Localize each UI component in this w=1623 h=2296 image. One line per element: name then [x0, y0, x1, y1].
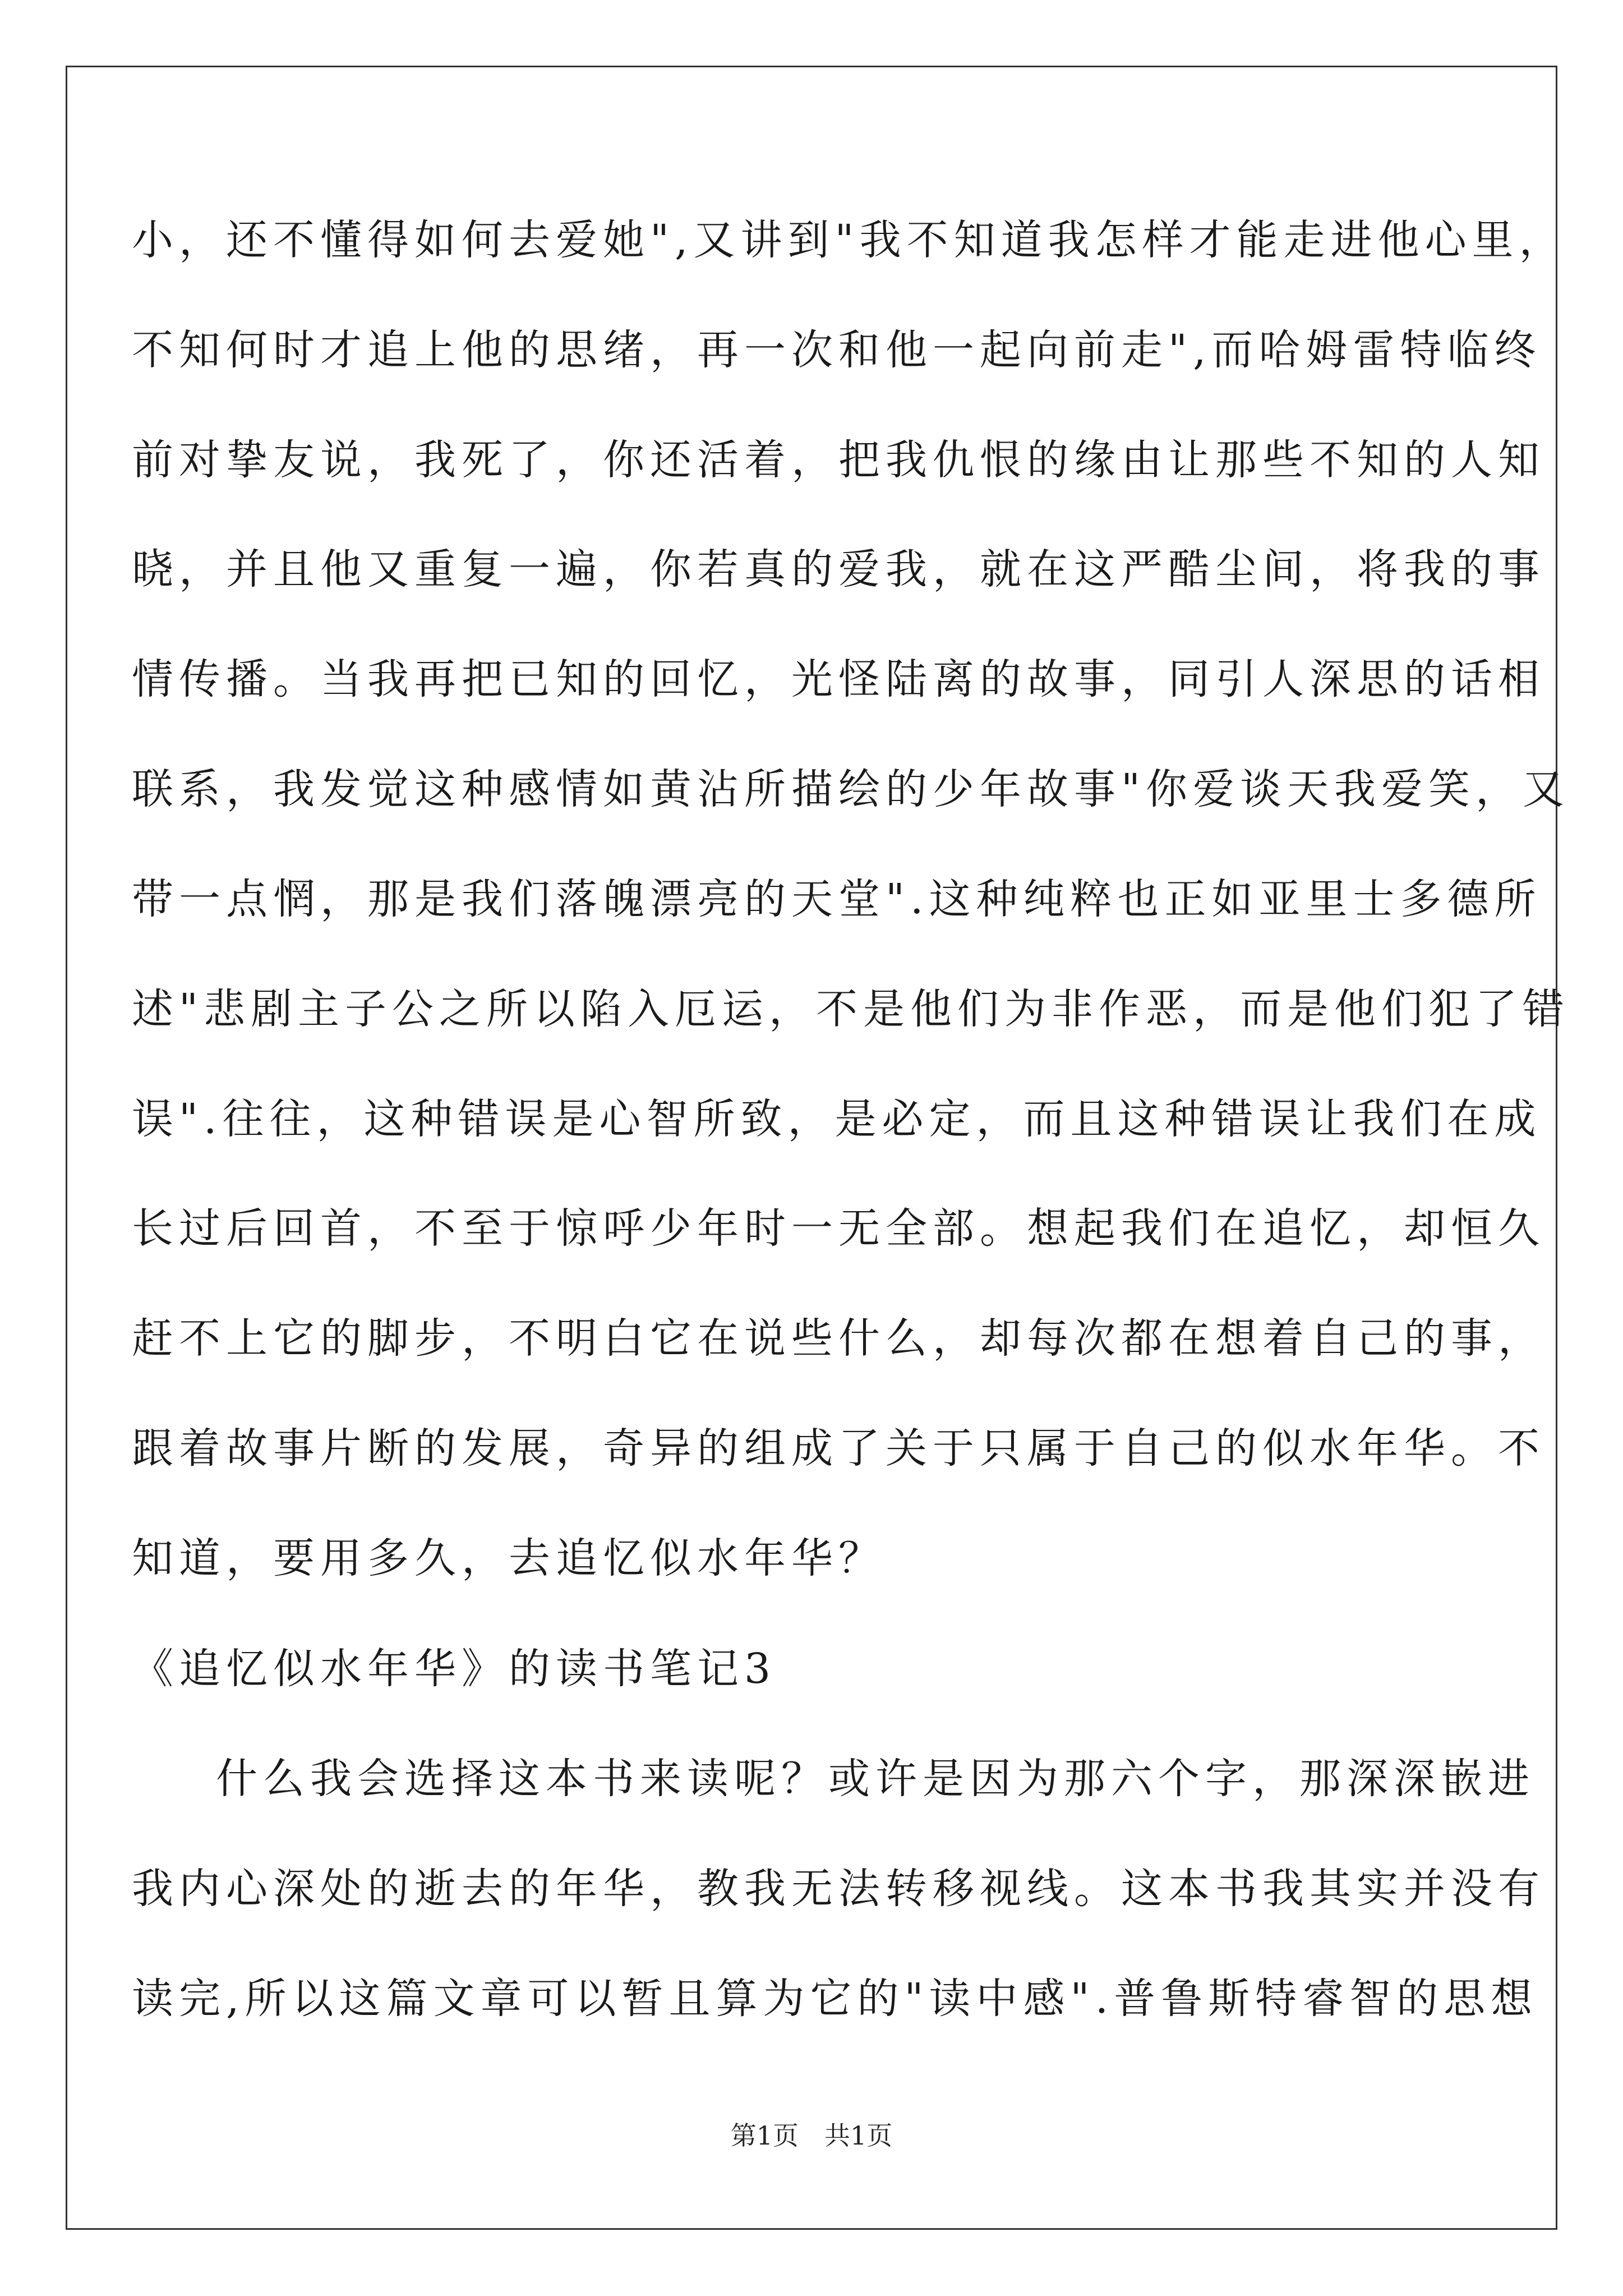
text-line: 小，还不懂得如何去爱她",又讲到"我不知道我怎样才能走进他心里，: [132, 216, 1566, 264]
text-line: 误".往往，这种错误是心智所致，是必定，而且这种错误让我们在成: [132, 1095, 1542, 1143]
text-line: 前对挚友说，我死了，你还活着，把我仇恨的缘由让那些不知的人知: [132, 436, 1545, 484]
text-line: 我内心深处的逝去的年华，教我无法转移视线。这本书我其实并没有: [132, 1865, 1545, 1913]
text-line: 什么我会选择这本书来读呢？或许是因为那六个字，那深深嵌进: [216, 1755, 1535, 1803]
text-line: 述"悲剧主子公之所以陷入厄运，不是他们为非作恶，而是他们犯了错: [132, 985, 1570, 1033]
text-line: 赶不上它的脚步，不明白它在说些什么，却每次都在想着自己的事，: [132, 1314, 1545, 1363]
text-line: 跟着故事片断的发展，奇异的组成了关于只属于自己的似水年华。不: [132, 1424, 1545, 1473]
text-line: 情传播。当我再把已知的回忆，光怪陆离的故事，同引人深思的话相: [132, 655, 1545, 703]
text-line: 读完,所以这篇文章可以暂且算为它的"读中感".普鲁斯特睿智的思想: [132, 1975, 1538, 2023]
text-line: 不知何时才追上他的思绪，再一次和他一起向前走",而哈姆雷特临终: [132, 326, 1542, 374]
text-line: 知道，要用多久，去追忆似水年华？: [132, 1534, 886, 1582]
text-line: 晓，并且他又重复一遍，你若真的爱我，就在这严酷尘间，将我的事: [132, 545, 1545, 593]
text-line: 联系，我发觉这种感情如黄沾所描绘的少年故事"你爱谈天我爱笑，又: [132, 765, 1570, 813]
page-number: 第1页 共1页: [730, 2120, 893, 2151]
section-heading: 《追忆似水年华》的读书笔记3: [132, 1645, 777, 1693]
text-line: 长过后回首，不至于惊呼少年时一无全部。想起我们在追忆，却恒久: [132, 1204, 1545, 1253]
text-line: 带一点惘，那是我们落魄漂亮的天堂".这种纯粹也正如亚里士多德所: [132, 875, 1542, 923]
